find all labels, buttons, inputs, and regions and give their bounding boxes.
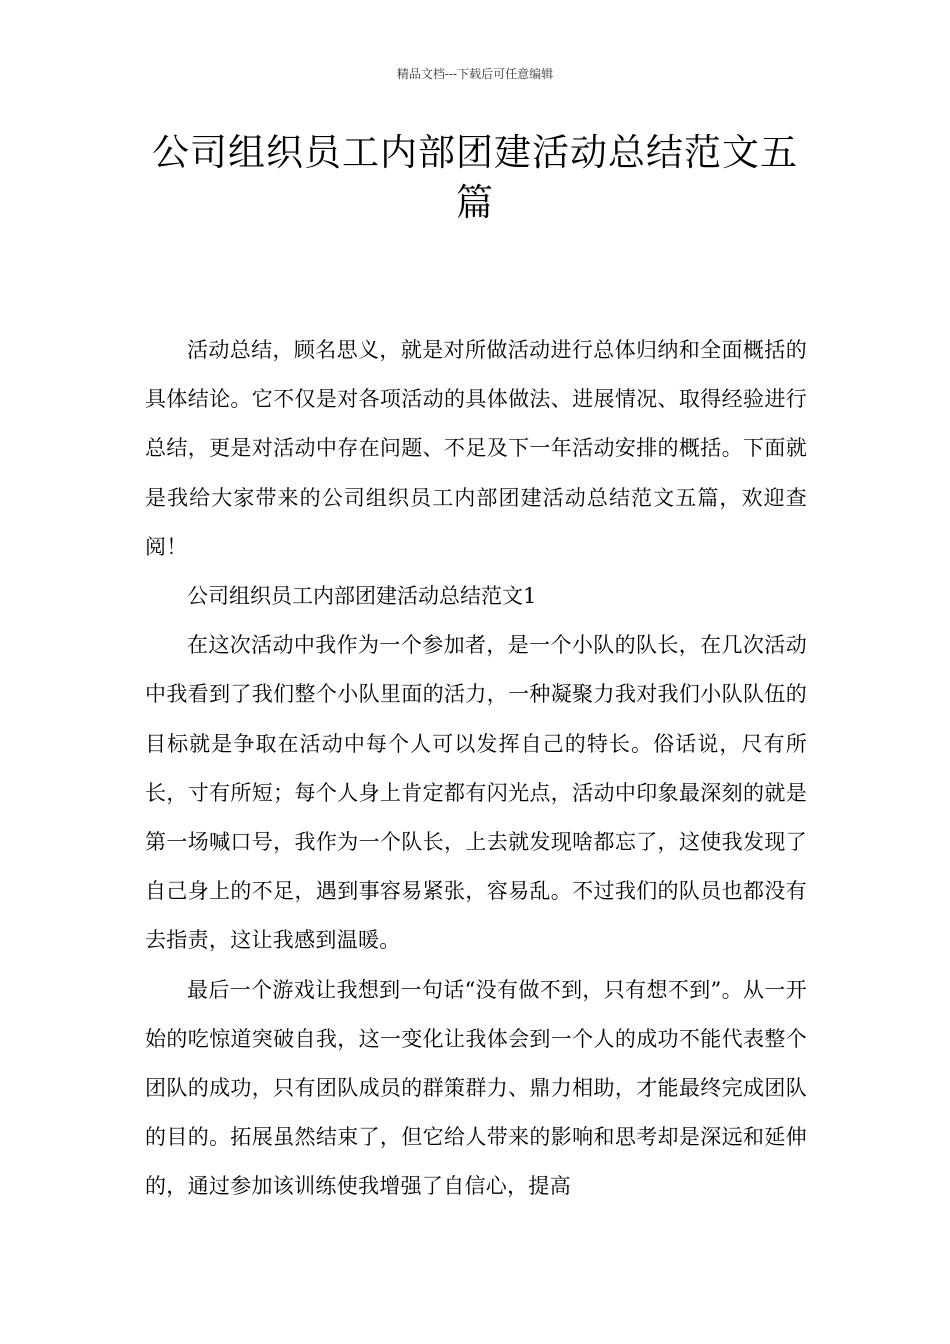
section-heading: 公司组织员工内部团建活动总结范文1 [187, 584, 537, 609]
body-paragraph: 在这次活动中我作为一个参加者，是一个小队的队长，在几次活动中我看到了我们整个小队里面的活力，一种凝聚力我对我们小队队伍的目标就是争取在活动中每个人可以发挥自己的特长。俗话说，尺有所长，寸有所短；每个人身上肯定都有闪光点，活动中印象最深刻的就是第一场喊口号，我作为一个队长，上去就发现啥都忘了，这使我发现了自己身上的不足，遇到事容易紧张，容易乱。不过我们的队员也都没有去指责，这让我感到温暖。 [145, 633, 807, 953]
document-body [145, 326, 807, 1212]
body-paragraph: 最后一个游戏让我想到一句话“没有做不到，只有想不到”。从一开始的吃惊道突破自我，这一变化让我体会到一个人的成功不能代表整个团队的成功，只有团队成员的群策群力、鼎力相助，才能最终完成团队的目的。拓展虽然结束了，但它给人带来的影响和思考却是深远和延伸的，通过参加该训练使我增强了自信心，提高 [145, 977, 807, 1199]
document-title: 公司组织员工内部团建活动总结范文五篇 [152, 131, 798, 224]
header-note: 精品文档---下载后可任意编辑 [396, 67, 554, 81]
intro-paragraph: 活动总结，顾名思义，就是对所做活动进行总体归纳和全面概括的具体结论。它不仅是对各项活动的具体做法、进展情况、取得经验进行总结，更是对活动中存在问题、不足及下一年活动安排的概括。下面就是我给大家带来的公司组织员工内部团建活动总结范文五篇，欢迎查阅！ [145, 338, 807, 559]
